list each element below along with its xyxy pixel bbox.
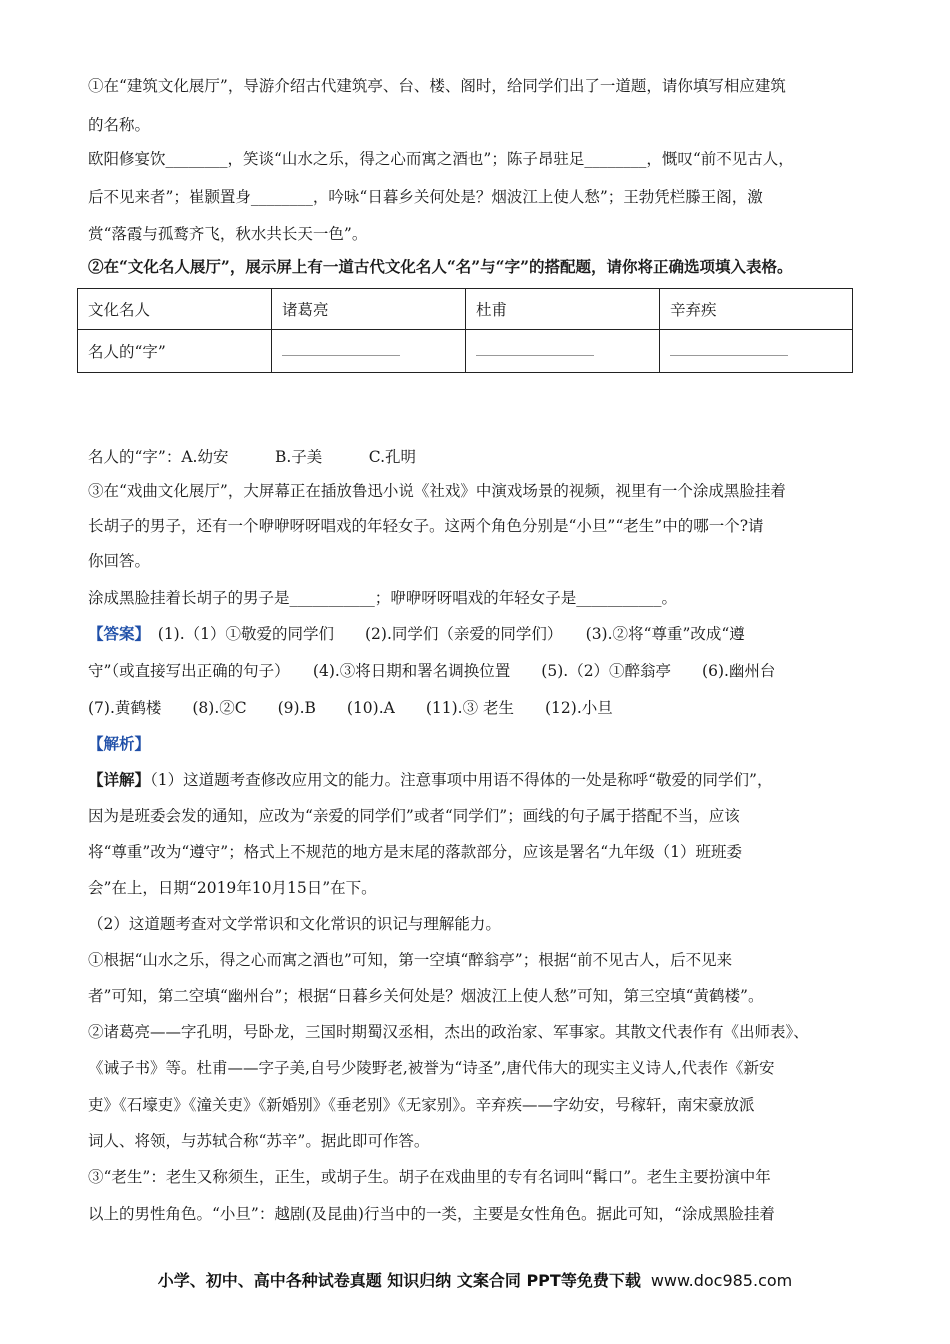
text-line: 欧阳修宴饮________，笑谈“山水之乐，得之心而寓之酒也”；陈子昂驻足________，慨叹“前不见古人， [88,150,794,168]
text-line: （2）这道题考查对文学常识和文化常识的识记与理解能力。 [88,915,501,933]
text-line: 《诫子书》等。杜甫——字子美,自号少陵野老,被誉为“诗圣”,唐代伟大的现实主义诗人,代表作《新安 [88,1059,775,1077]
table-row [78,330,853,373]
text-line: 长胡子的男子，还有一个咿咿呀呀唱戏的年轻女子。这两个角色分别是“小旦”“老生”中的哪一个?请 [88,517,764,535]
text-line: 因为是班委会发的通知，应改为“亲爱的同学们”或者“同学们”；画线的句子属于搭配不当，应该 [88,807,740,825]
table-cell: 杜甫 [466,289,660,330]
text-line: ①在“建筑文化展厅”，导游介绍古代建筑亭、台、楼、阁时，给同学们出了一道题，请你填写相应建筑 [88,77,786,95]
text-line: 将“尊重”改为“遵守”；格式上不规范的地方是末尾的落款部分，应该是署名“九年级（1）班班委 [88,843,742,861]
table-cell: 诸葛亮 [272,289,466,330]
text-line: 赏“落霞与孤鹜齐飞，秋水共长天一色”。 [88,225,368,243]
text-line: ③“老生”：老生又称须生，正生，或胡子生。胡子在戏曲里的专有名词叫“髯口”。老生主要扮演中年 [88,1168,771,1186]
text-line: 名人的“字”：A.幼安 B.子美 C.孔明 [88,448,417,466]
text-line: 涂成黑脸挂着长胡子的男子是___________；咿咿呀呀唱戏的年轻女子是___________。 [88,589,678,607]
table-cell: 文化名人 [78,289,272,330]
page-footer [0,1268,950,1291]
answer-blank-cell[interactable] [466,330,660,373]
matching-table [77,288,853,373]
question-heading: ②在“文化名人展厅”，展示屏上有一道古代文化名人“名”与“字”的搭配题，请你将正确选项填入表格。 [88,257,793,276]
text-line: ①根据“山水之乐，得之心而寓之酒也”可知，第一空填“醉翁亭”；根据“前不见古人，后不见来 [88,951,733,969]
footer-text: 小学、初中、高中各种试卷真题 知识归纳 文案合同 PPT等免费下载 [157,1271,641,1290]
text-line: ②诸葛亮——字孔明，号卧龙，三国时期蜀汉丞相，杰出的政治家、军事家。其散文代表作有《出师表》、 [88,1023,809,1041]
answer-blank-cell[interactable] [660,330,853,373]
text-line: 吏》《石壕吏》《潼关吏》《新婚别》《垂老别》《无家别》。辛弃疾——字幼安，号稼轩，南宋豪放派 [88,1096,755,1114]
answer-blank [476,343,594,356]
footer-link[interactable]: www.doc985.com [650,1271,793,1290]
table-cell: 名人的“字” [78,330,272,373]
answer-blank [282,343,400,356]
answer-blank [670,343,788,356]
answer-tag: 【答案】 [88,624,143,643]
table-cell: 辛弃疾 [660,289,853,330]
text-line: 以上的男性角色。“小旦”：越剧(及昆曲)行当中的一类，主要是女性角色。据此可知，“涂成黑脸挂着 [88,1205,775,1223]
detail-line: 【详解】（1）这道题考查修改应用文的能力。注意事项中用语不得体的一处是称呼“敬爱的同学们”， [88,770,773,789]
text-line: 守”（或直接写出正确的句子） (4).③将日期和署名调换位置 (5).（2）①醉翁亭 (6).幽州台 [88,662,776,680]
text-line: 的名称。 [88,116,151,134]
detail-tag: 【详解】 [88,770,151,789]
answer-line: 【答案】 (1).（1）①敬爱的同学们 (2).同学们（亲爱的同学们） (3).②将“尊重”改成“遵 [88,624,745,643]
text-line: ③在“戏曲文化展厅”，大屏幕正在插放鲁迅小说《社戏》中演戏场景的视频，视里有一个涂成黑脸挂着 [88,482,786,500]
text-line: 你回答。 [88,552,151,570]
analysis-tag: 【解析】 [88,734,151,753]
text-line: 者”可知，第二空填“幽州台”；根据“日暮乡关何处是？烟波江上使人愁”可知，第三空填“黄鹤楼”。 [88,987,764,1005]
text-line: (7).黄鹤楼 (8).②C (9).B (10).A (11).③ 老生 (12).小旦 [88,699,613,717]
answer-blank-cell[interactable] [272,330,466,373]
text-line: 词人、将领，与苏轼合称“苏辛”。据此即可作答。 [88,1132,430,1150]
text-line: 会”在上，日期“2019年10月15日”在下。 [88,879,377,897]
table-row [78,289,853,330]
text-line: 后不见来者”；崔颢置身________，吟咏“日暮乡关何处是？烟波江上使人愁”；王勃凭栏滕王阁，激 [88,188,763,206]
